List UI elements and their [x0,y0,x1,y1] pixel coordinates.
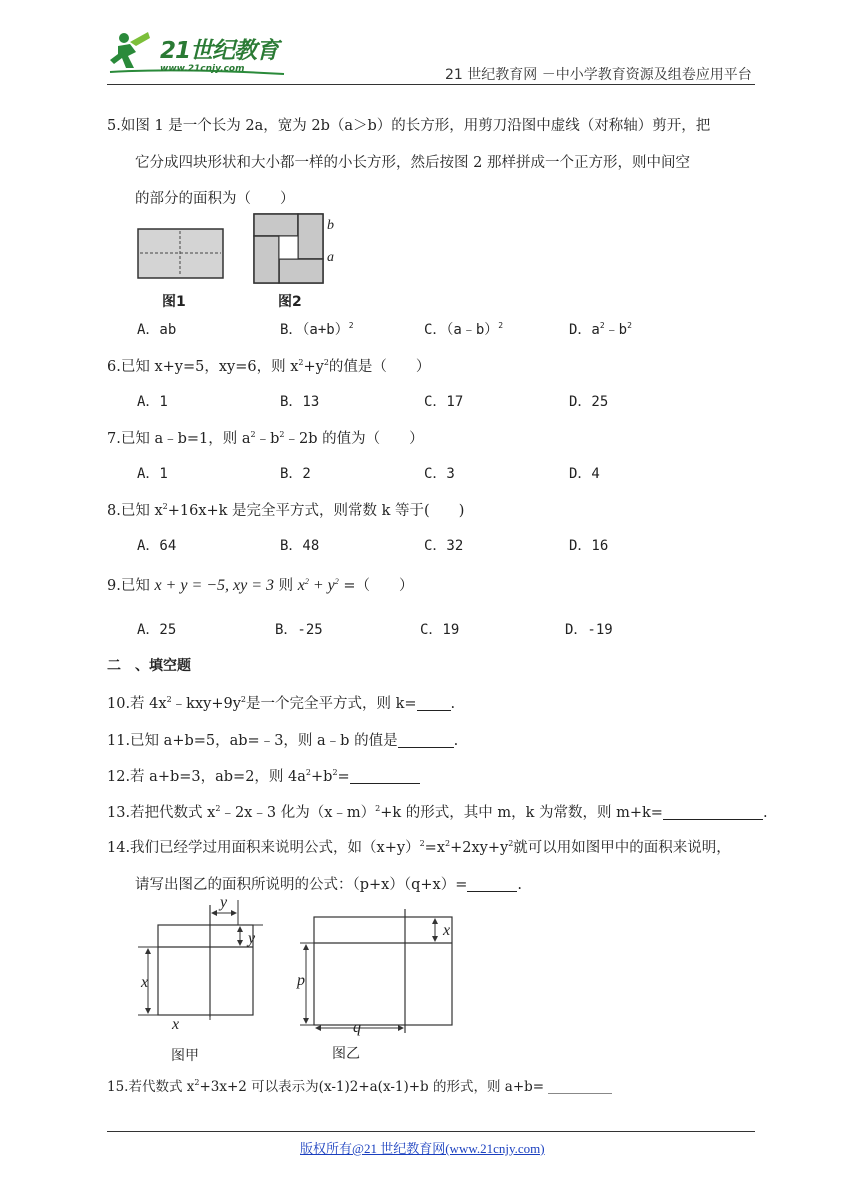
q14-jia-x-bottom: x [172,1016,180,1033]
q14-line2: 请写出图乙的面积所说明的公式：（p+x）（q+x）= . [135,877,522,893]
q5-figure-2 [253,213,325,285]
q5-line1: 5.如图 1 是一个长为 2a，宽为 2b（a＞b）的长方形，用剪刀沿图中虚线（对称轴）剪开，把 [107,118,711,134]
q6-stem: 6.已知 x+y=5，xy=6，则 $x^2+y^2$的值是（ ） [107,358,431,375]
q9-formula-1: x + y = −5, xy = 3 [154,577,275,594]
section-title: 二 、填空题 [107,658,191,674]
q8-stem: 8.已知 $x^2+16x+k$ 是完全平方式，则常数 k 等于( ) [107,502,465,519]
q14-yi-q: q [353,1019,361,1036]
q5-option-d[interactable]: D．$a^2﹣b^2$ [569,321,632,338]
q6-option-a[interactable]: A．1 [137,394,168,410]
q14-answer-blank[interactable] [467,877,517,892]
q8-option-c[interactable]: C．32 [424,538,464,554]
q14-figure-jia-label: 图甲 [171,1048,199,1064]
q14-yi-x: x [443,922,451,939]
q8-option-d[interactable]: D．16 [569,538,609,554]
q14-figure-jia [128,895,268,1020]
q5-line3: 的部分的面积为（ ） [135,191,295,207]
q8-option-b[interactable]: B．48 [280,538,320,554]
q5-option-b[interactable]: B．$(a+b)^2$ [280,321,354,338]
q15: 15.若代数式 $x^2+3x+2$ 可以表示为(x-1)2+a(x-1)+b 的形式，则 a+b= [107,1075,612,1095]
q8-option-a[interactable]: A．64 [137,538,177,554]
site-title: 21 世纪教育网 －中小学教育资源及组卷应用平台 [445,67,752,83]
q5-figure-2-label: 图2 [278,294,302,310]
q14-jia-x-left: x [141,974,149,991]
q5-figure-1-label: 图1 [162,294,186,310]
q6-option-b[interactable]: B．13 [280,394,320,410]
q5-option-c[interactable]: C．（a﹣b）$^2$ [424,321,504,338]
q7-option-d[interactable]: D．4 [569,466,600,482]
q13-answer-blank[interactable] [663,805,763,820]
q5-figure-2-a: a [327,250,334,265]
q14-figure-yi-label: 图乙 [332,1046,360,1062]
q11-answer-blank[interactable] [398,733,454,748]
q14-jia-y-top: y [220,894,228,911]
q6-option-d[interactable]: D．25 [569,394,609,410]
q9-option-d[interactable]: D．-19 [565,622,613,638]
q9-option-a[interactable]: A．25 [137,622,177,638]
q14-figure-yi [292,905,457,1035]
q13: 13.若把代数式 $x^2﹣2x﹣3$ 化为（x﹣m）$^2$+k 的形式，其中 m，k 为常数，则 m+k= . [107,804,768,821]
q11: 11.已知 a+b=5，ab=﹣3，则 a﹣b 的值是 . [107,733,459,749]
q5-line2: 它分成四块形状和大小都一样的小长方形，然后按图 2 那样拼成一个正方形，则中间空 [135,155,690,171]
q14-yi-p: p [297,972,305,989]
header [0,0,861,90]
logo-text: 21世纪教育 [160,38,279,64]
q7-option-c[interactable]: C．3 [424,466,455,482]
q9-option-c[interactable]: C．19 [420,622,460,638]
q12: 12.若 a+b=3，ab=2，则 $4a^2+b^2=$ [107,765,420,786]
logo-url: www.21cnjy.com [160,64,245,74]
q14-jia-y-right: y [248,930,256,947]
q9-formula-2: $x^2 + y^2$ [297,577,339,594]
q9-option-b[interactable]: B．-25 [275,622,323,638]
q12-answer-blank[interactable] [350,769,420,784]
header-divider [107,84,755,85]
q6-option-c[interactable]: C．17 [424,394,464,410]
q7-option-a[interactable]: A．1 [137,466,168,482]
q15-answer-blank[interactable] [548,1079,612,1094]
q9-stem: 9.已知 x + y = −5, xy = 3 则 $x^2 + y^2$ =（ ） [107,577,414,594]
runner-icon [110,32,150,68]
q10: 10.若 $4x^2﹣kxy+9y^2$是一个完全平方式，则 k= . [107,695,456,712]
q5-figure-1 [137,228,225,280]
q5-option-a[interactable]: A．ab [137,322,177,338]
q10-answer-blank[interactable] [417,696,451,711]
q14-line1: 14.我们已经学过用面积来说明公式，如$(x+y)^2=x^2+2xy+y^2$就可以用如图甲中的面积来说明， [107,839,731,856]
footer-divider [107,1131,755,1132]
q7-option-b[interactable]: B．2 [280,466,311,482]
q7-stem: 7.已知 a﹣b=1，则 $a^2﹣b^2﹣2b$ 的值为（ ） [107,430,424,447]
footer-copyright-link[interactable]: 版权所有@21 世纪教育网(www.21cnjy.com) [300,1141,545,1156]
q5-figure-2-b: b [327,218,334,233]
